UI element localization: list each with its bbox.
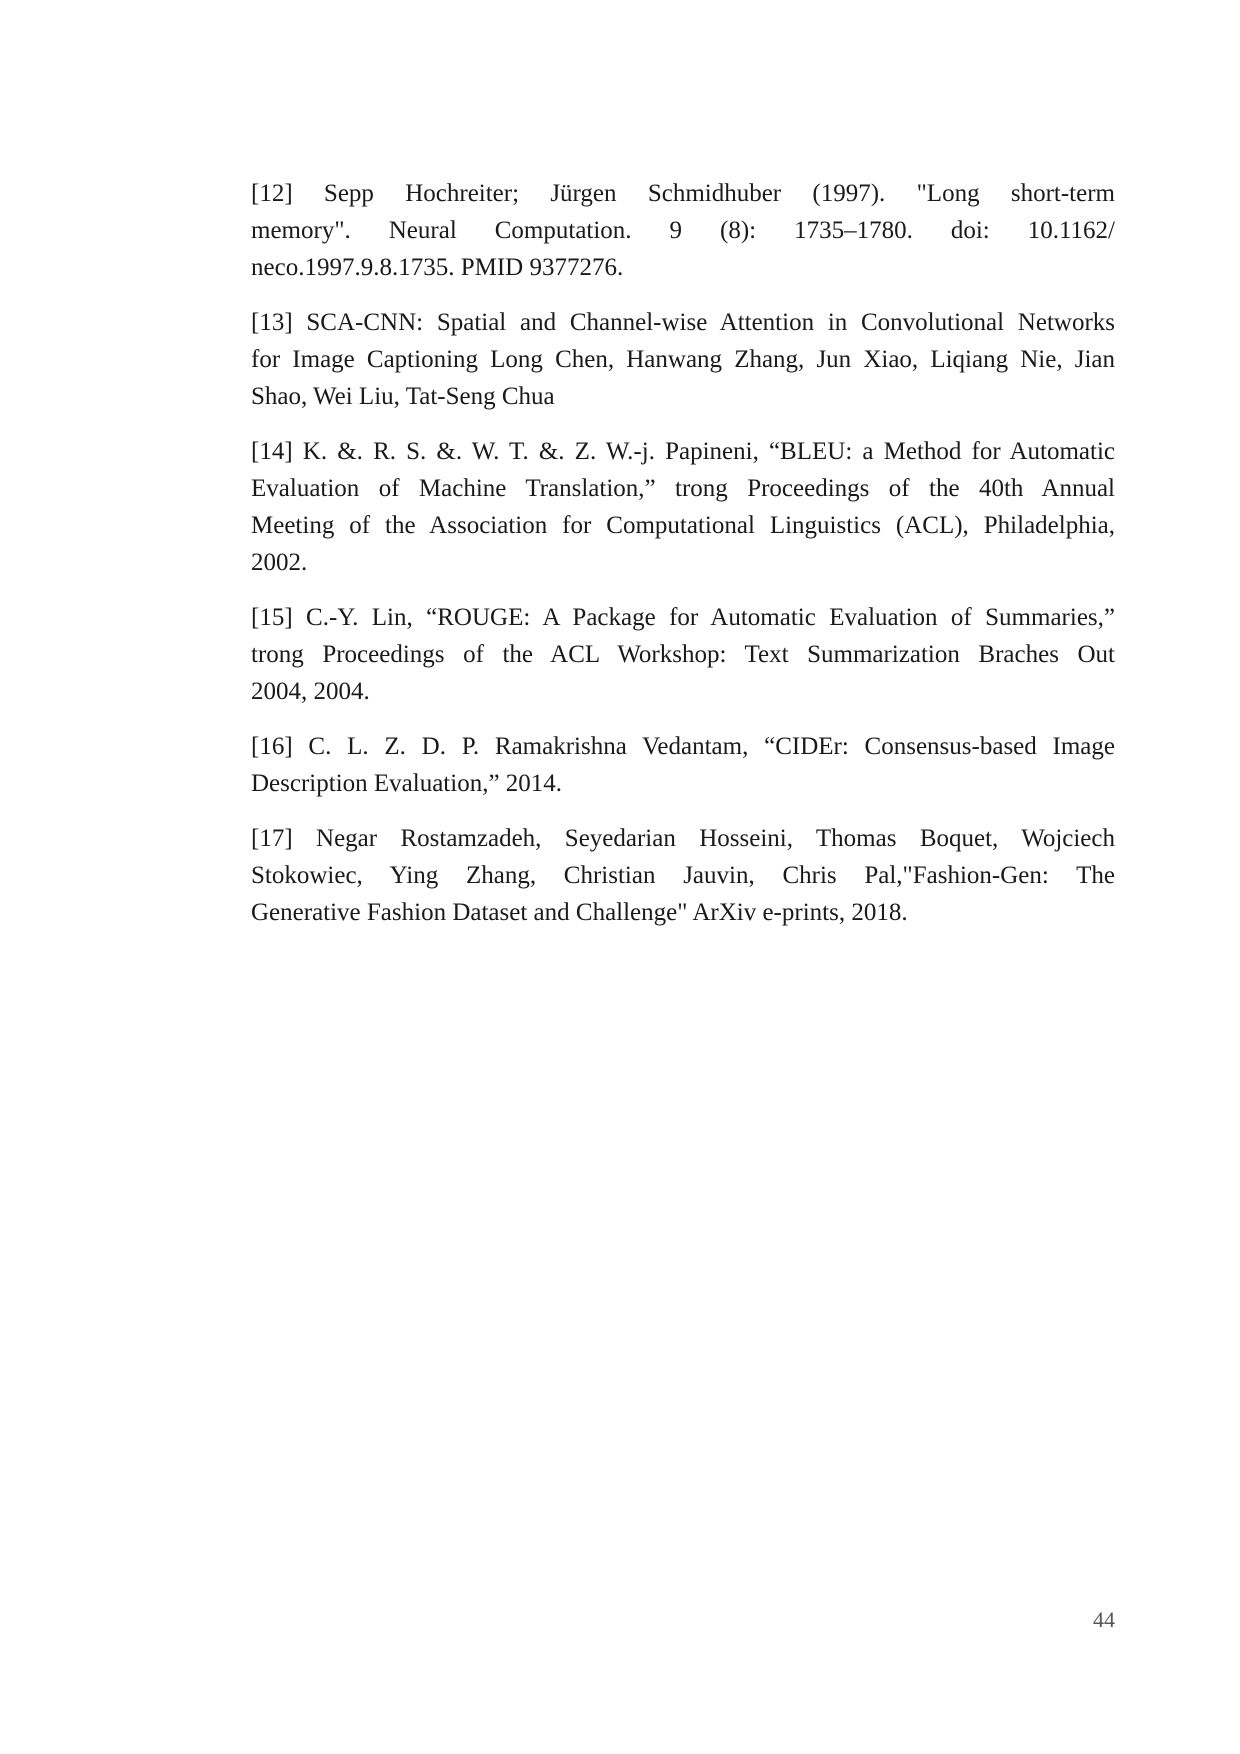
page-number: 44: [1093, 1607, 1115, 1632]
reference-list: [251, 175, 1115, 949]
reference-line: Stokowiec, Ying Zhang, Christian Jauvin, Chris Pal,"Fashion-Gen: The: [251, 862, 1115, 889]
reference-line: [15] C.-Y. Lin, “ROUGE: A Package for Automatic Evaluation of Summaries,”: [251, 604, 1115, 631]
reference-line: [17] Negar Rostamzadeh, Seyedarian Hosseini, Thomas Boquet, Wojciech: [251, 825, 1115, 852]
reference-line: Evaluation of Machine Translation,” trong Proceedings of the 40th Annual: [251, 475, 1115, 502]
reference-17: [251, 820, 1115, 931]
reference-line: 2002.: [251, 549, 308, 576]
reference-line: Generative Fashion Dataset and Challenge" ArXiv e-prints, 2018.: [251, 899, 908, 926]
reference-line: Meeting of the Association for Computational Linguistics (ACL), Philadelphia,: [251, 512, 1115, 539]
reference-line: [13] SCA-CNN: Spatial and Channel-wise Attention in Convolutional Networks: [251, 309, 1115, 336]
reference-line: [16] C. L. Z. D. P. Ramakrishna Vedantam, “CIDEr: Consensus-based Image: [251, 733, 1115, 760]
reference-line: memory". Neural Computation. 9 (8): 1735–1780. doi: 10.1162/: [251, 217, 1115, 244]
reference-line: trong Proceedings of the ACL Workshop: Text Summarization Braches Out: [251, 641, 1115, 668]
reference-15: [251, 599, 1115, 710]
reference-line: Description Evaluation,” 2014.: [251, 770, 563, 797]
reference-line: Shao, Wei Liu, Tat-Seng Chua: [251, 383, 555, 410]
reference-line: neco.1997.9.8.1735. PMID 9377276.: [251, 254, 624, 281]
reference-line: [12] Sepp Hochreiter; Jürgen Schmidhuber (1997). "Long short-term: [251, 180, 1115, 207]
reference-line: 2004, 2004.: [251, 678, 370, 705]
reference-line: [14] K. &. R. S. &. W. T. &. Z. W.-j. Papineni, “BLEU: a Method for Automatic: [251, 438, 1115, 465]
reference-12: [251, 175, 1115, 286]
reference-14: [251, 433, 1115, 581]
reference-16: [251, 728, 1115, 802]
reference-line: for Image Captioning Long Chen, Hanwang Zhang, Jun Xiao, Liqiang Nie, Jian: [251, 346, 1115, 373]
reference-13: [251, 304, 1115, 415]
